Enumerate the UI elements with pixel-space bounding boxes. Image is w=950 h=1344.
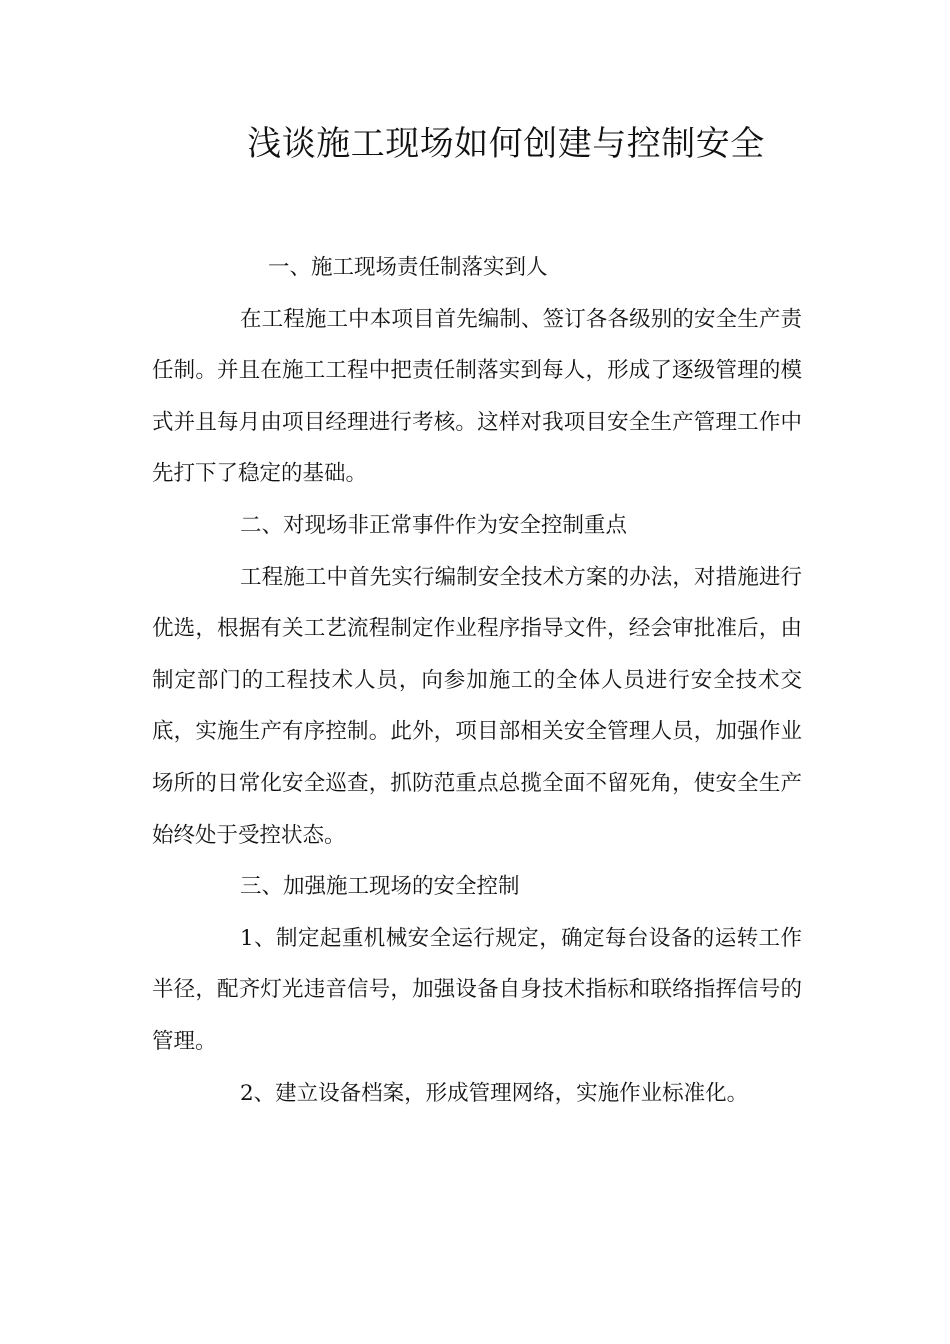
document-body bbox=[152, 242, 802, 1119]
section-heading-1: 一、施工现场责任制落实到人 bbox=[268, 255, 548, 280]
section-item-1: 1、制定起重机械安全运行规定，确定每台设备的运转工作半径，配齐灯光违音信号，加强设备自身技术指标和联络指挥信号的管理。 bbox=[152, 925, 802, 1054]
section-heading-2: 二、对现场非正常事件作为安全控制重点 bbox=[240, 512, 628, 538]
section-paragraph-1: 在工程施工中本项目首先编制、签订各各级别的安全生产责任制。并且在施工工程中把责任制落实到每人，形成了逐级管理的模式并且每月由项目经理进行考核。这样对我项目安全生产管理工作中先打下了稳定的基础。 bbox=[152, 306, 802, 487]
section-paragraph-2: 工程施工中首先实行编制安全技术方案的办法，对措施进行优选，根据有关工艺流程制定作业程序指导文件，经会审批准后，由制定部门的工程技术人员，向参加施工的全体人员进行安全技术交底，实施生产有序控制。此外，项目部相关安全管理人员，加强作业场所的日常化安全巡查，抓防范重点总揽全面不留死角，使安全生产始终处于受控状态。 bbox=[152, 564, 802, 848]
section-item-2: 2、建立设备档案，形成管理网络，实施作业标准化。 bbox=[240, 1080, 749, 1106]
section-heading-3: 三、加强施工现场的安全控制 bbox=[240, 874, 520, 900]
document-title: 浅谈施工现场如何创建与控制安全 bbox=[247, 124, 765, 164]
